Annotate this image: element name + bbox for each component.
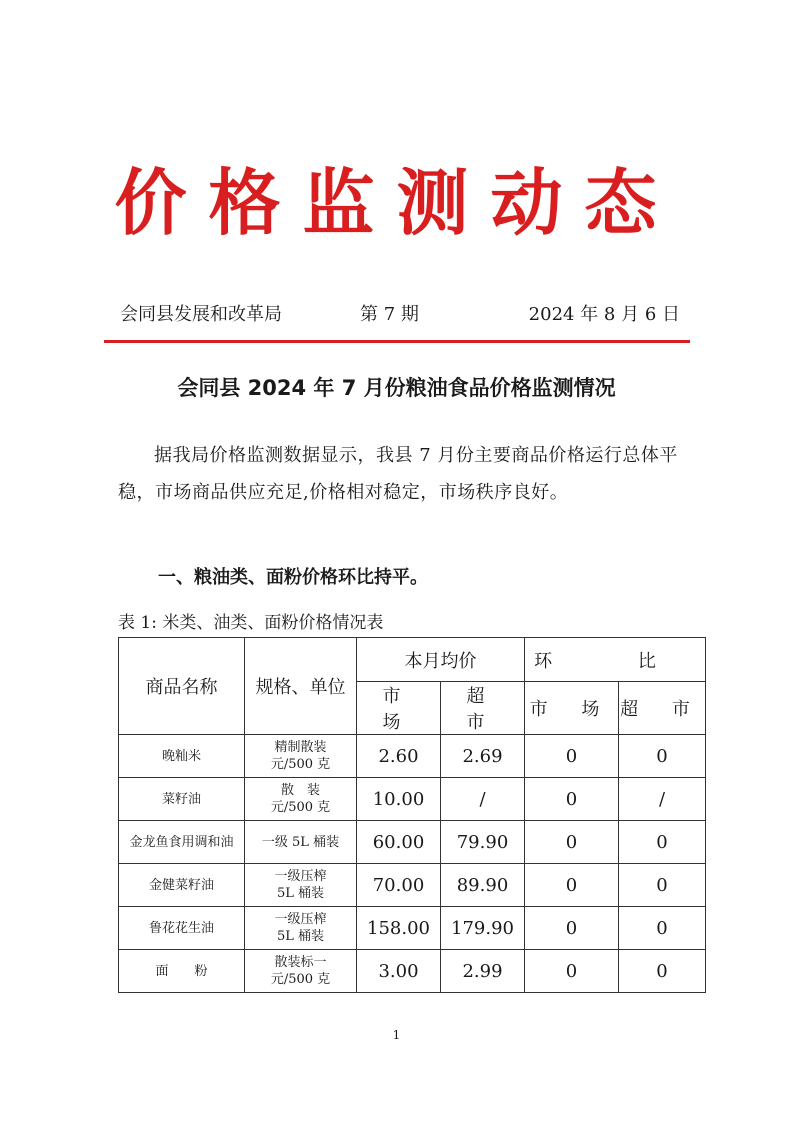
issue-line [120,300,680,326]
row-name: 晚籼米 [119,735,245,778]
mom-market: 0 [525,821,619,864]
document-title: 会同县 2024 年 7 月份粮油食品价格监测情况 [177,376,616,400]
row-name: 面 粉 [119,950,245,993]
spec-line-1: 一级 5L 桶装 [261,834,340,850]
red-divider [104,340,690,343]
spec-line-2: 5L 桶装 [276,886,325,901]
header-avg-super: 超 市 [441,682,525,735]
header-spec: 规格、单位 [245,638,357,735]
row-spec [245,821,357,864]
header-name: 商品名称 [119,638,245,735]
row-spec [245,907,357,950]
table-row [119,907,706,950]
mom-super: 0 [619,950,706,993]
avg-market: 2.60 [357,735,441,778]
header-avg: 本月均价 [357,638,525,682]
avg-market: 158.00 [357,907,441,950]
spec-line-2: 5L 桶装 [276,929,325,944]
mom-super: 0 [619,735,706,778]
header-mom-market: 市 场 [525,682,619,735]
mom-market: 0 [525,864,619,907]
spec-line-1: 一级压榨 [274,912,327,927]
spec-line-1: 精制散装 [274,740,327,755]
avg-super: 2.99 [441,950,525,993]
mom-super: 0 [619,821,706,864]
avg-super: 89.90 [441,864,525,907]
table-header-row [119,638,706,682]
row-name: 金健菜籽油 [119,864,245,907]
mom-market: 0 [525,907,619,950]
table-row [119,821,706,864]
mom-super: 0 [619,907,706,950]
row-spec [245,950,357,993]
row-name: 鲁花花生油 [119,907,245,950]
table-row [119,778,706,821]
issue-number: 第 7 期 [360,304,419,325]
table-row [119,864,706,907]
row-spec [245,864,357,907]
page-number: 1 [392,1028,401,1042]
intro-paragraph: 据我局价格监测数据显示，我县 7 月份主要商品价格运行总体平稳，市场商品供应充足,价格相对稳定，市场秩序良好。 [118,445,678,503]
mom-market: 0 [525,735,619,778]
mom-market: 0 [525,950,619,993]
row-name: 金龙鱼食用调和油 [119,821,245,864]
spec-line-1: 一级压榨 [274,869,327,884]
avg-market: 3.00 [357,950,441,993]
avg-super: 179.90 [441,907,525,950]
avg-market: 10.00 [357,778,441,821]
avg-market: 60.00 [357,821,441,864]
avg-super: 79.90 [441,821,525,864]
section-heading: 一、粮油类、面粉价格环比持平。 [158,567,428,588]
table-row [119,735,706,778]
avg-market: 70.00 [357,864,441,907]
header-mom-super: 超 市 [619,682,706,735]
mom-super: / [619,778,706,821]
spec-line-2: 元/500 克 [270,757,331,772]
spec-line-1: 散装标一 [274,955,327,970]
avg-super: 2.69 [441,735,525,778]
mom-super: 0 [619,864,706,907]
spec-line-2: 元/500 克 [270,800,331,815]
spec-line-1: 散 装 [280,783,320,798]
header-avg-market: 市 场 [357,682,441,735]
masthead-title: 价格监测动态 [114,160,679,245]
table-caption: 表 1: 米类、油类、面粉价格情况表 [118,613,384,633]
header-mom: 环 比 [525,638,706,682]
avg-super: / [441,778,525,821]
mom-market: 0 [525,778,619,821]
row-name: 菜籽油 [119,778,245,821]
table-row [119,950,706,993]
row-spec [245,735,357,778]
spec-line-2: 元/500 克 [270,972,331,987]
price-table [118,637,706,993]
row-spec [245,778,357,821]
issue-date: 2024 年 8 月 6 日 [528,304,680,325]
department: 会同县发展和改革局 [120,304,282,325]
